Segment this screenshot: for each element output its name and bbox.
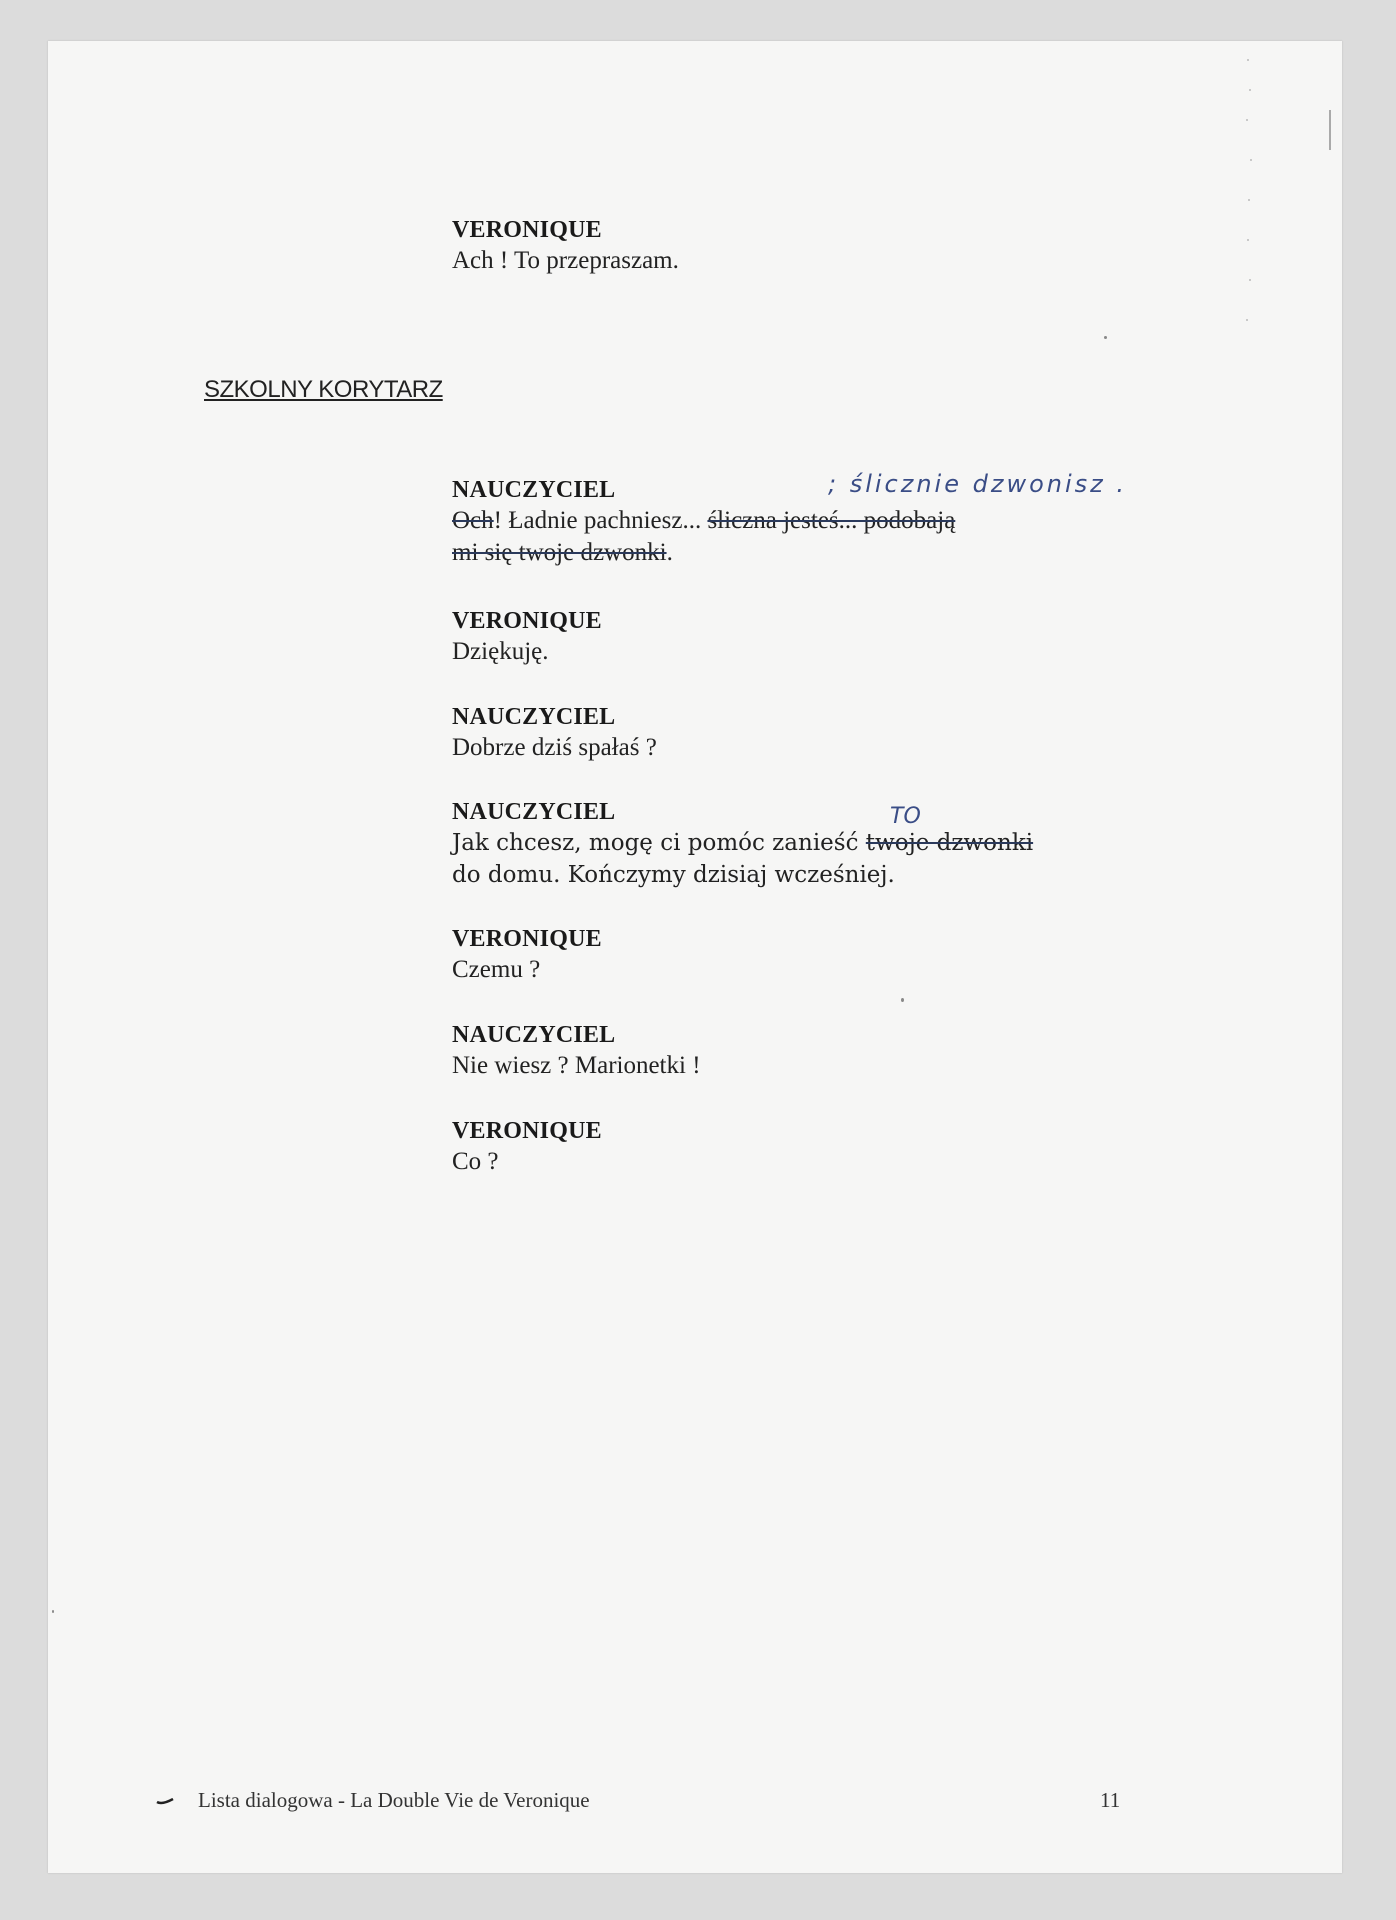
speaker-name: NAUCZYCIEL [452,477,616,503]
text-segment: Jak chcesz, mogę ci pomóc zanieść [452,830,866,856]
dialogue-line [452,505,1152,537]
speaker-name: NAUCZYCIEL [452,1022,616,1048]
dialogue-block-5 [452,797,1152,891]
speaker-name: VERONIQUE [452,217,602,243]
dialogue-block-7 [452,1020,1152,1082]
dialogue-line: Dobrze dziś spałaś ? [452,734,657,761]
scan-edge-marks [1244,50,1256,350]
page-number: 11 [1100,1788,1121,1812]
struck-text: Och [452,507,494,534]
speaker-name: NAUCZYCIEL [452,799,616,825]
dialogue-block-1 [452,215,1152,277]
struck-text: mi się twoje dzwonki [452,539,667,566]
pen-mark-icon [156,1798,174,1806]
dialogue-line [452,827,1152,859]
dialogue-line: Dziękuję. [452,638,549,665]
dialogue-block-8 [452,1116,1152,1178]
scan-edge-mark [1329,110,1331,150]
scan-speck [52,1610,54,1613]
dialogue-line: Co ? [452,1148,499,1175]
struck-text: śliczna jesteś... podobają [707,507,956,534]
footer-title: Lista dialogowa - La Double Vie de Veronique [198,1788,590,1812]
scan-speck [1104,336,1107,339]
dialogue-block-4 [452,702,1152,764]
dialogue-block-6 [452,924,1152,986]
scene-heading: SZKOLNY KORYTARZ [204,376,443,403]
dialogue-line [452,537,1152,569]
struck-text: twoje dzwonki [865,830,1034,856]
dialogue-line: Nie wiesz ? Marionetki ! [452,1052,701,1079]
handwritten-annotation: TO [890,804,921,829]
dialogue-line: do domu. Kończymy dzisiaj wcześniej. [452,862,895,888]
text-segment: ! Ładnie pachniesz... [493,507,708,534]
text-segment: . [666,539,673,566]
dialogue-line: Czemu ? [452,956,541,983]
speaker-name: NAUCZYCIEL [452,704,616,730]
handwritten-annotation: ; ślicznie dzwonisz . [828,470,1128,498]
speaker-name: VERONIQUE [452,608,602,634]
dialogue-line: Ach ! To przepraszam. [452,247,679,274]
speaker-name: VERONIQUE [452,1118,602,1144]
scan-speck [901,998,904,1002]
speaker-name: VERONIQUE [452,926,602,952]
dialogue-block-3 [452,606,1152,668]
